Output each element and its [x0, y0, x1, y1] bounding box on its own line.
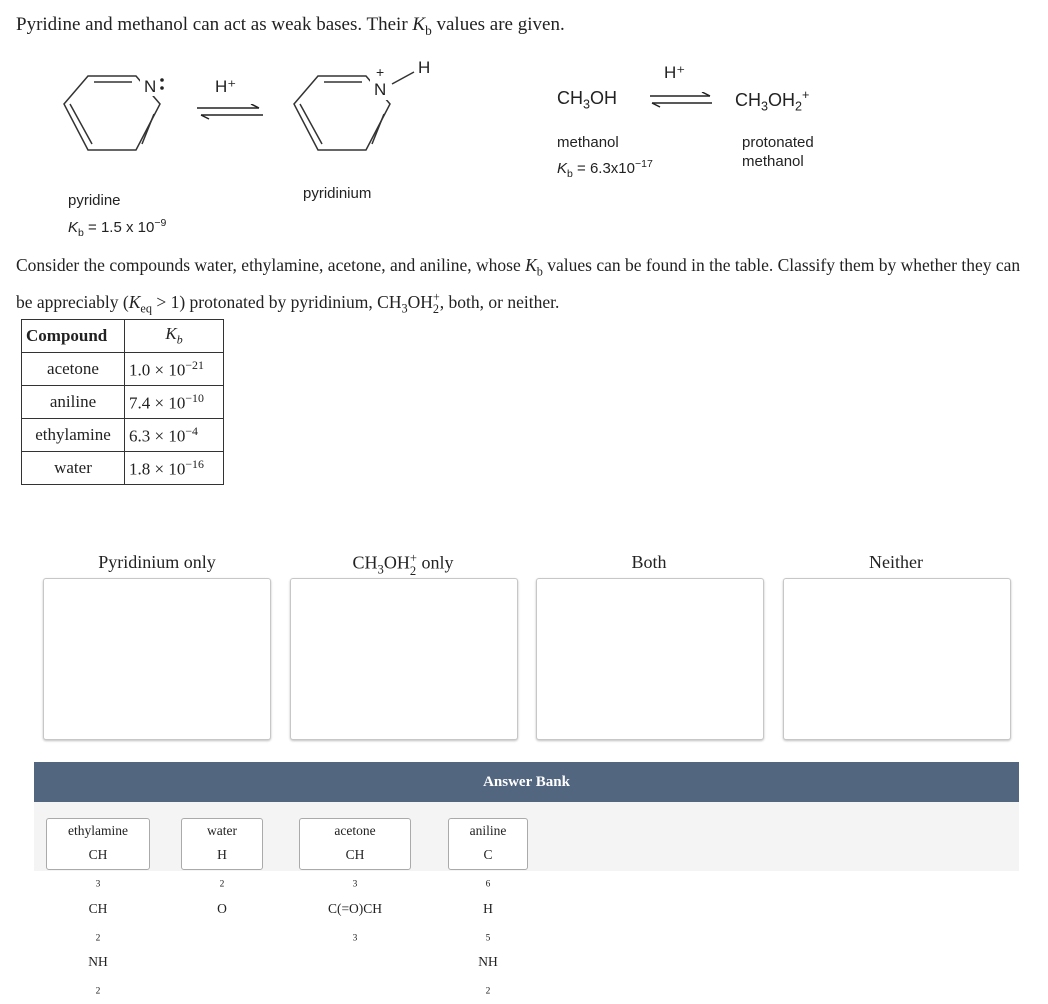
equilibrium-arrow-icon	[195, 104, 265, 120]
answer-chip-aniline[interactable]: aniline C $_6$ H $_5$ NH $_2$	[448, 818, 528, 870]
reaction2-catalyst: H⁺	[664, 63, 686, 82]
table-row: ethylamine $6.3 \times 10^{-4}$	[22, 419, 224, 452]
pyridinium-n-atom: N	[374, 80, 387, 99]
table-row: aniline $7.4 \times 10^{-10}$	[22, 386, 224, 419]
table-header-row	[22, 320, 224, 353]
methanol-label: methanol	[557, 134, 619, 151]
pyridinium-structure-icon	[290, 58, 450, 168]
pyridine-label: pyridine	[68, 192, 121, 209]
protonated-methanol-formula: $CH_3OH_2^+$	[735, 88, 810, 114]
methanol-kb: $K_b = 6.3x10^{-17}$	[557, 158, 653, 180]
question-text: Consider the compounds water, ethylamine, acetone, and aniline, whose $K_b$ values can be found in the table. Classify them by whether they can be appreciably $(K_{eq} > 1)$ protonated by pyridinium, $CH_3OH$ + 2 , both, or neither.	[16, 255, 1021, 317]
pyridine-n-atom: N	[144, 77, 157, 96]
bin-title-both: Both	[631, 552, 667, 572]
answer-bank-header: Answer Bank	[34, 762, 1019, 802]
answer-chip-ethylamine[interactable]: ethylamine CH $_3$ CH $_2$ NH $_2$	[46, 818, 150, 870]
table-header-compound: Compound	[22, 320, 125, 353]
intro-text: Pyridine and methanol can act as weak bases. Their $K_b$ values are given.	[16, 14, 565, 38]
table-header-kb: $K_b$	[125, 320, 224, 353]
reaction1-catalyst: H⁺	[215, 77, 237, 96]
protonated-methanol-label: protonated methanol	[742, 134, 814, 170]
kb-table	[21, 319, 224, 485]
table-row: acetone $1.0 \times 10^{-21}$	[22, 353, 224, 386]
table-row: water $1.8 \times 10^{-16}$	[22, 452, 224, 485]
pyridine-structure-icon	[58, 58, 188, 168]
equilibrium-arrow-icon	[648, 92, 714, 108]
pyridinium-charge: +	[376, 64, 385, 80]
answer-chip-water[interactable]: water H $_2$ O	[181, 818, 263, 870]
drop-zone-neither[interactable]	[783, 578, 1011, 740]
drop-zone-ch3oh2-only[interactable]	[290, 578, 518, 740]
bin-title-neither: Neither	[869, 552, 923, 572]
pyridine-kb: $K_b = 1.5$ x $10^{-9}$	[68, 217, 167, 239]
methanol-formula: $CH_3OH$	[557, 88, 618, 112]
bin-title-pyridinium-only: Pyridinium only	[98, 552, 216, 572]
drop-zone-both[interactable]	[536, 578, 764, 740]
pyridinium-label: pyridinium	[303, 185, 372, 202]
drop-zone-pyridinium-only[interactable]	[43, 578, 271, 740]
pyridinium-h-atom: H	[418, 58, 431, 77]
bin-title-ch3oh2-only: $CH_3OH$ + 2 only	[352, 551, 454, 578]
answer-chip-acetone[interactable]: acetone CH $_3$ C(=O)CH $_3$	[299, 818, 411, 870]
